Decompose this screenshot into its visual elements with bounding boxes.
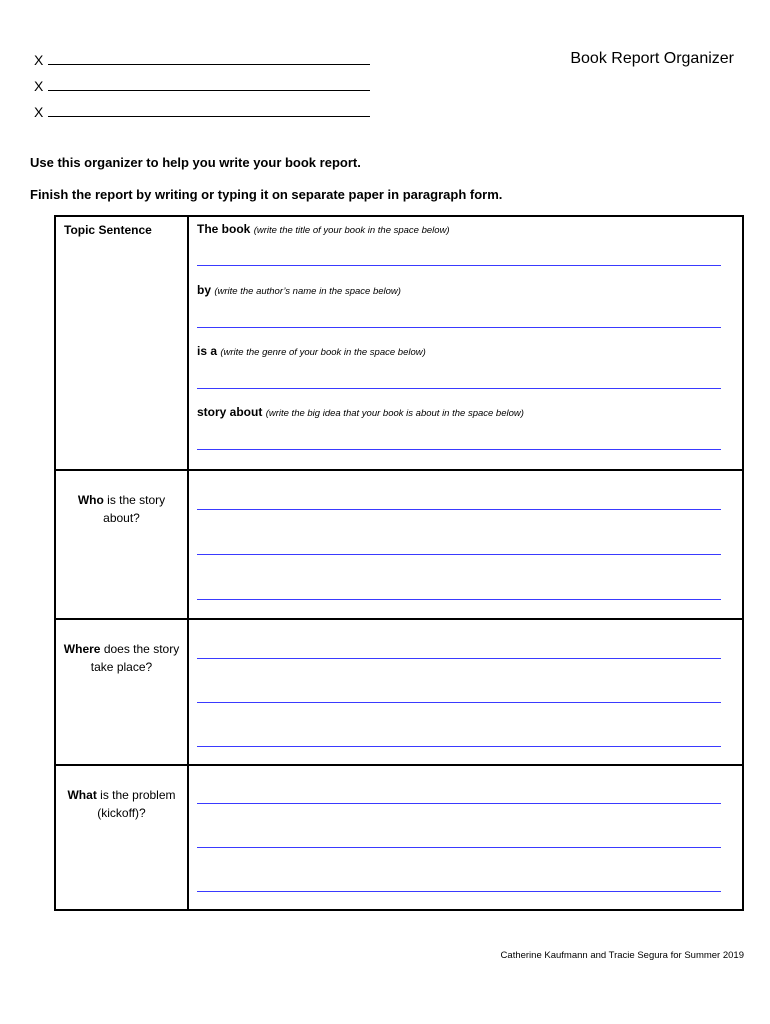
prompt-lead: The book — [197, 222, 251, 236]
name-line-rule — [48, 63, 370, 65]
document-title: Book Report Organizer — [570, 50, 734, 67]
name-line-rule — [48, 115, 370, 117]
name-line-2[interactable] — [34, 78, 370, 94]
name-line-1[interactable] — [34, 52, 370, 68]
book-title-prompt — [197, 222, 450, 236]
what-row — [56, 766, 742, 909]
where-label-bold: Where — [63, 642, 101, 656]
topic-sentence-row — [56, 217, 742, 471]
what-label-bold: What — [67, 788, 97, 802]
where-row — [56, 620, 742, 766]
genre-prompt — [197, 344, 426, 358]
what-fields — [189, 766, 742, 909]
prompt-lead: by — [197, 283, 212, 297]
genre-line[interactable] — [197, 388, 721, 389]
topic-sentence-fields — [189, 217, 742, 469]
organizer-table — [54, 215, 744, 911]
prompt-hint: (write the author’s name in the space below) — [214, 286, 401, 297]
prompt-lead: is a — [197, 344, 218, 358]
who-line-1[interactable] — [197, 509, 721, 510]
author-line[interactable] — [197, 327, 721, 328]
what-label-rest: is the problem (kickoff)? — [96, 788, 176, 820]
name-line-mark: X — [34, 104, 44, 120]
name-line-rule — [48, 89, 370, 91]
where-label-rest: does the story take place? — [90, 642, 180, 674]
where-line-1[interactable] — [197, 658, 721, 659]
footer-credit: Catherine Kaufmann and Tracie Segura for Summer 2019 — [500, 950, 744, 961]
prompt-lead: story about — [197, 405, 263, 419]
name-line-mark: X — [34, 52, 44, 68]
where-fields — [189, 620, 742, 764]
who-label-rest: is the story about? — [103, 493, 166, 525]
what-line-3[interactable] — [197, 891, 721, 892]
big-idea-line[interactable] — [197, 449, 721, 450]
prompt-hint: (write the big idea that your book is about in the space below) — [265, 408, 524, 419]
who-row — [56, 471, 742, 620]
who-fields — [189, 471, 742, 618]
who-label-bold: Who — [77, 493, 104, 507]
prompt-hint: (write the title of your book in the space below) — [253, 225, 450, 236]
book-title-line[interactable] — [197, 265, 721, 266]
where-line-2[interactable] — [197, 702, 721, 703]
what-label — [56, 766, 189, 909]
name-line-3[interactable] — [34, 104, 370, 120]
who-line-2[interactable] — [197, 554, 721, 555]
where-label — [56, 620, 189, 764]
what-line-1[interactable] — [197, 803, 721, 804]
instruction-1: Use this organizer to help you write your book report. — [30, 155, 361, 170]
topic-sentence-label: Topic Sentence — [56, 217, 189, 469]
name-line-mark: X — [34, 78, 44, 94]
prompt-hint: (write the genre of your book in the space below) — [220, 347, 426, 358]
where-line-3[interactable] — [197, 746, 721, 747]
who-label — [56, 471, 189, 618]
what-line-2[interactable] — [197, 847, 721, 848]
instruction-2: Finish the report by writing or typing it on separate paper in paragraph form. — [30, 187, 503, 202]
author-prompt — [197, 283, 401, 297]
big-idea-prompt — [197, 405, 524, 419]
who-line-3[interactable] — [197, 599, 721, 600]
